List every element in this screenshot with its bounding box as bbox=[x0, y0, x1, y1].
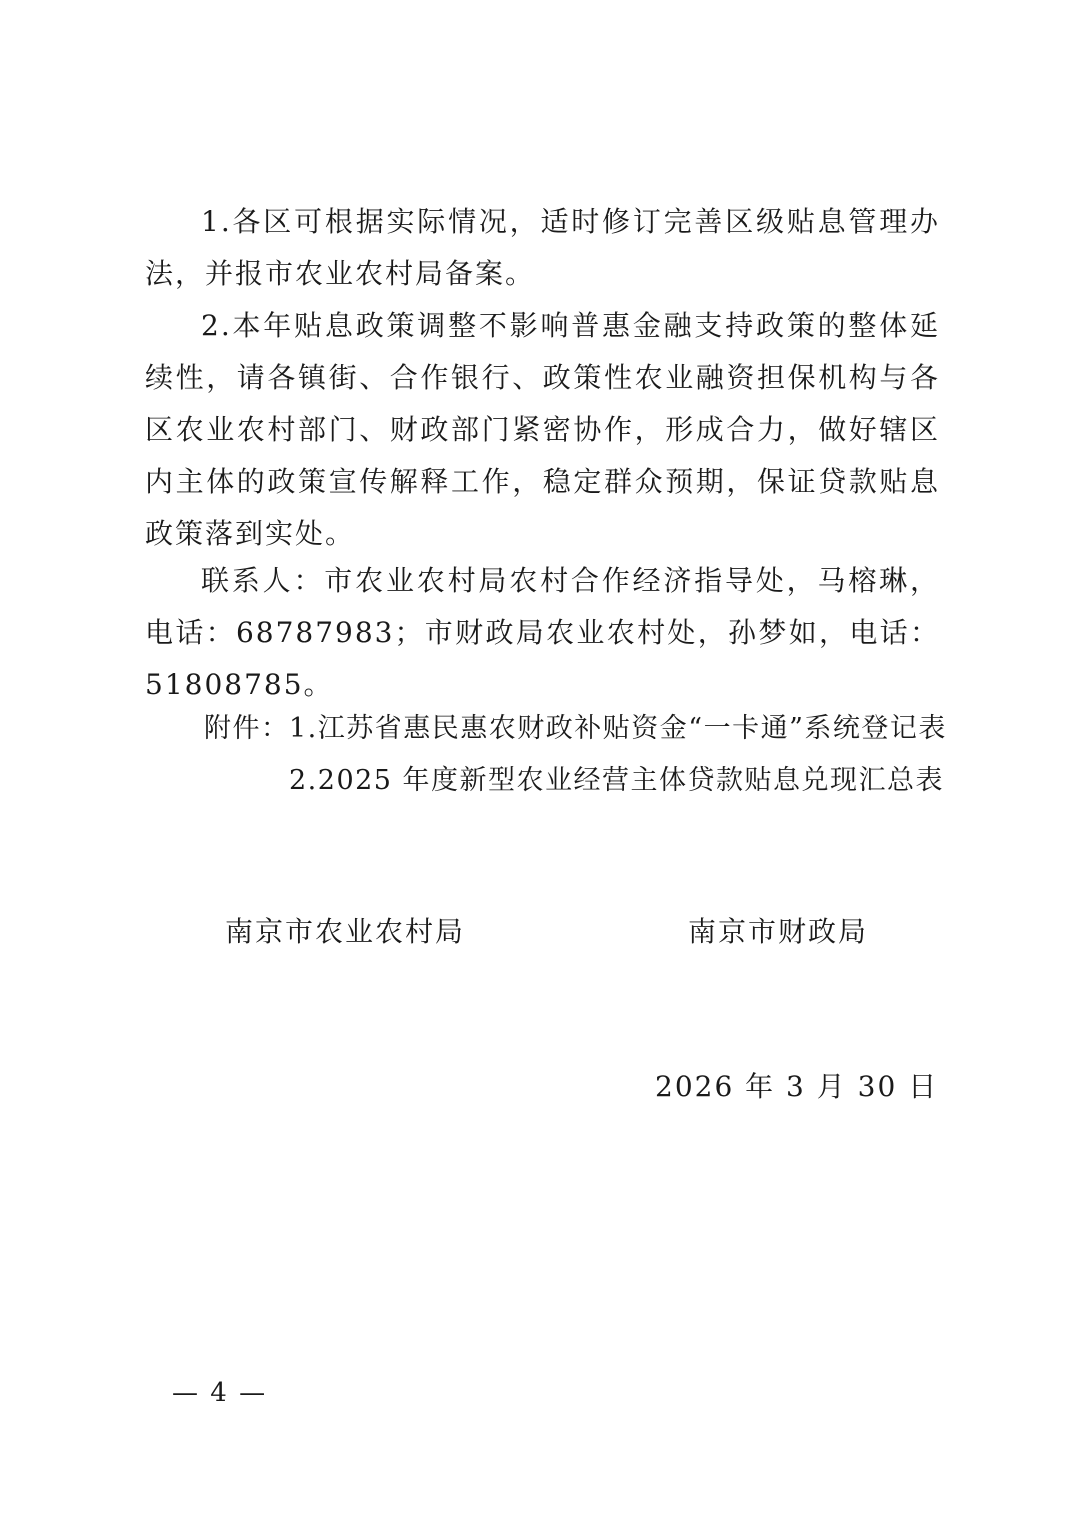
page-number: — 4 — bbox=[172, 1378, 268, 1408]
attachment-item-2: 2.2025 年度新型农业经营主体贷款贴息兑现汇总表 bbox=[289, 765, 945, 796]
signature-agriculture-bureau: 南京市农业农村局 bbox=[225, 915, 466, 948]
paragraph-2: 2.本年贴息政策调整不影响普惠金融支持政策的整体延续性，请各镇街、合作银行、政策性农业融资担保机构与各区农业农村部门、财政部门紧密协作，形成合力，做好辖区内主体的政策宣传解释工作，稳定群众预期，保证贷款贴息政策落到实处。 bbox=[145, 309, 940, 550]
paragraph-1: 1.各区可根据实际情况，适时修订完善区级贴息管理办法，并报市农业农村局备案。 bbox=[145, 205, 940, 290]
signature-finance-bureau: 南京市财政局 bbox=[688, 915, 869, 948]
attachment-item-1: 1.江苏省惠民惠农财政补贴资金“一卡通”系统登记表 bbox=[289, 713, 947, 744]
document-date: 2026 年 3 月 30 日 bbox=[655, 1070, 939, 1103]
contact-paragraph: 联系人：市农业农村局农村合作经济指导处，马榕琳，电话：68787983；市财政局农业农村处，孙梦如，电话：51808785。 bbox=[145, 564, 940, 701]
attachments-label: 附件： bbox=[204, 713, 290, 744]
